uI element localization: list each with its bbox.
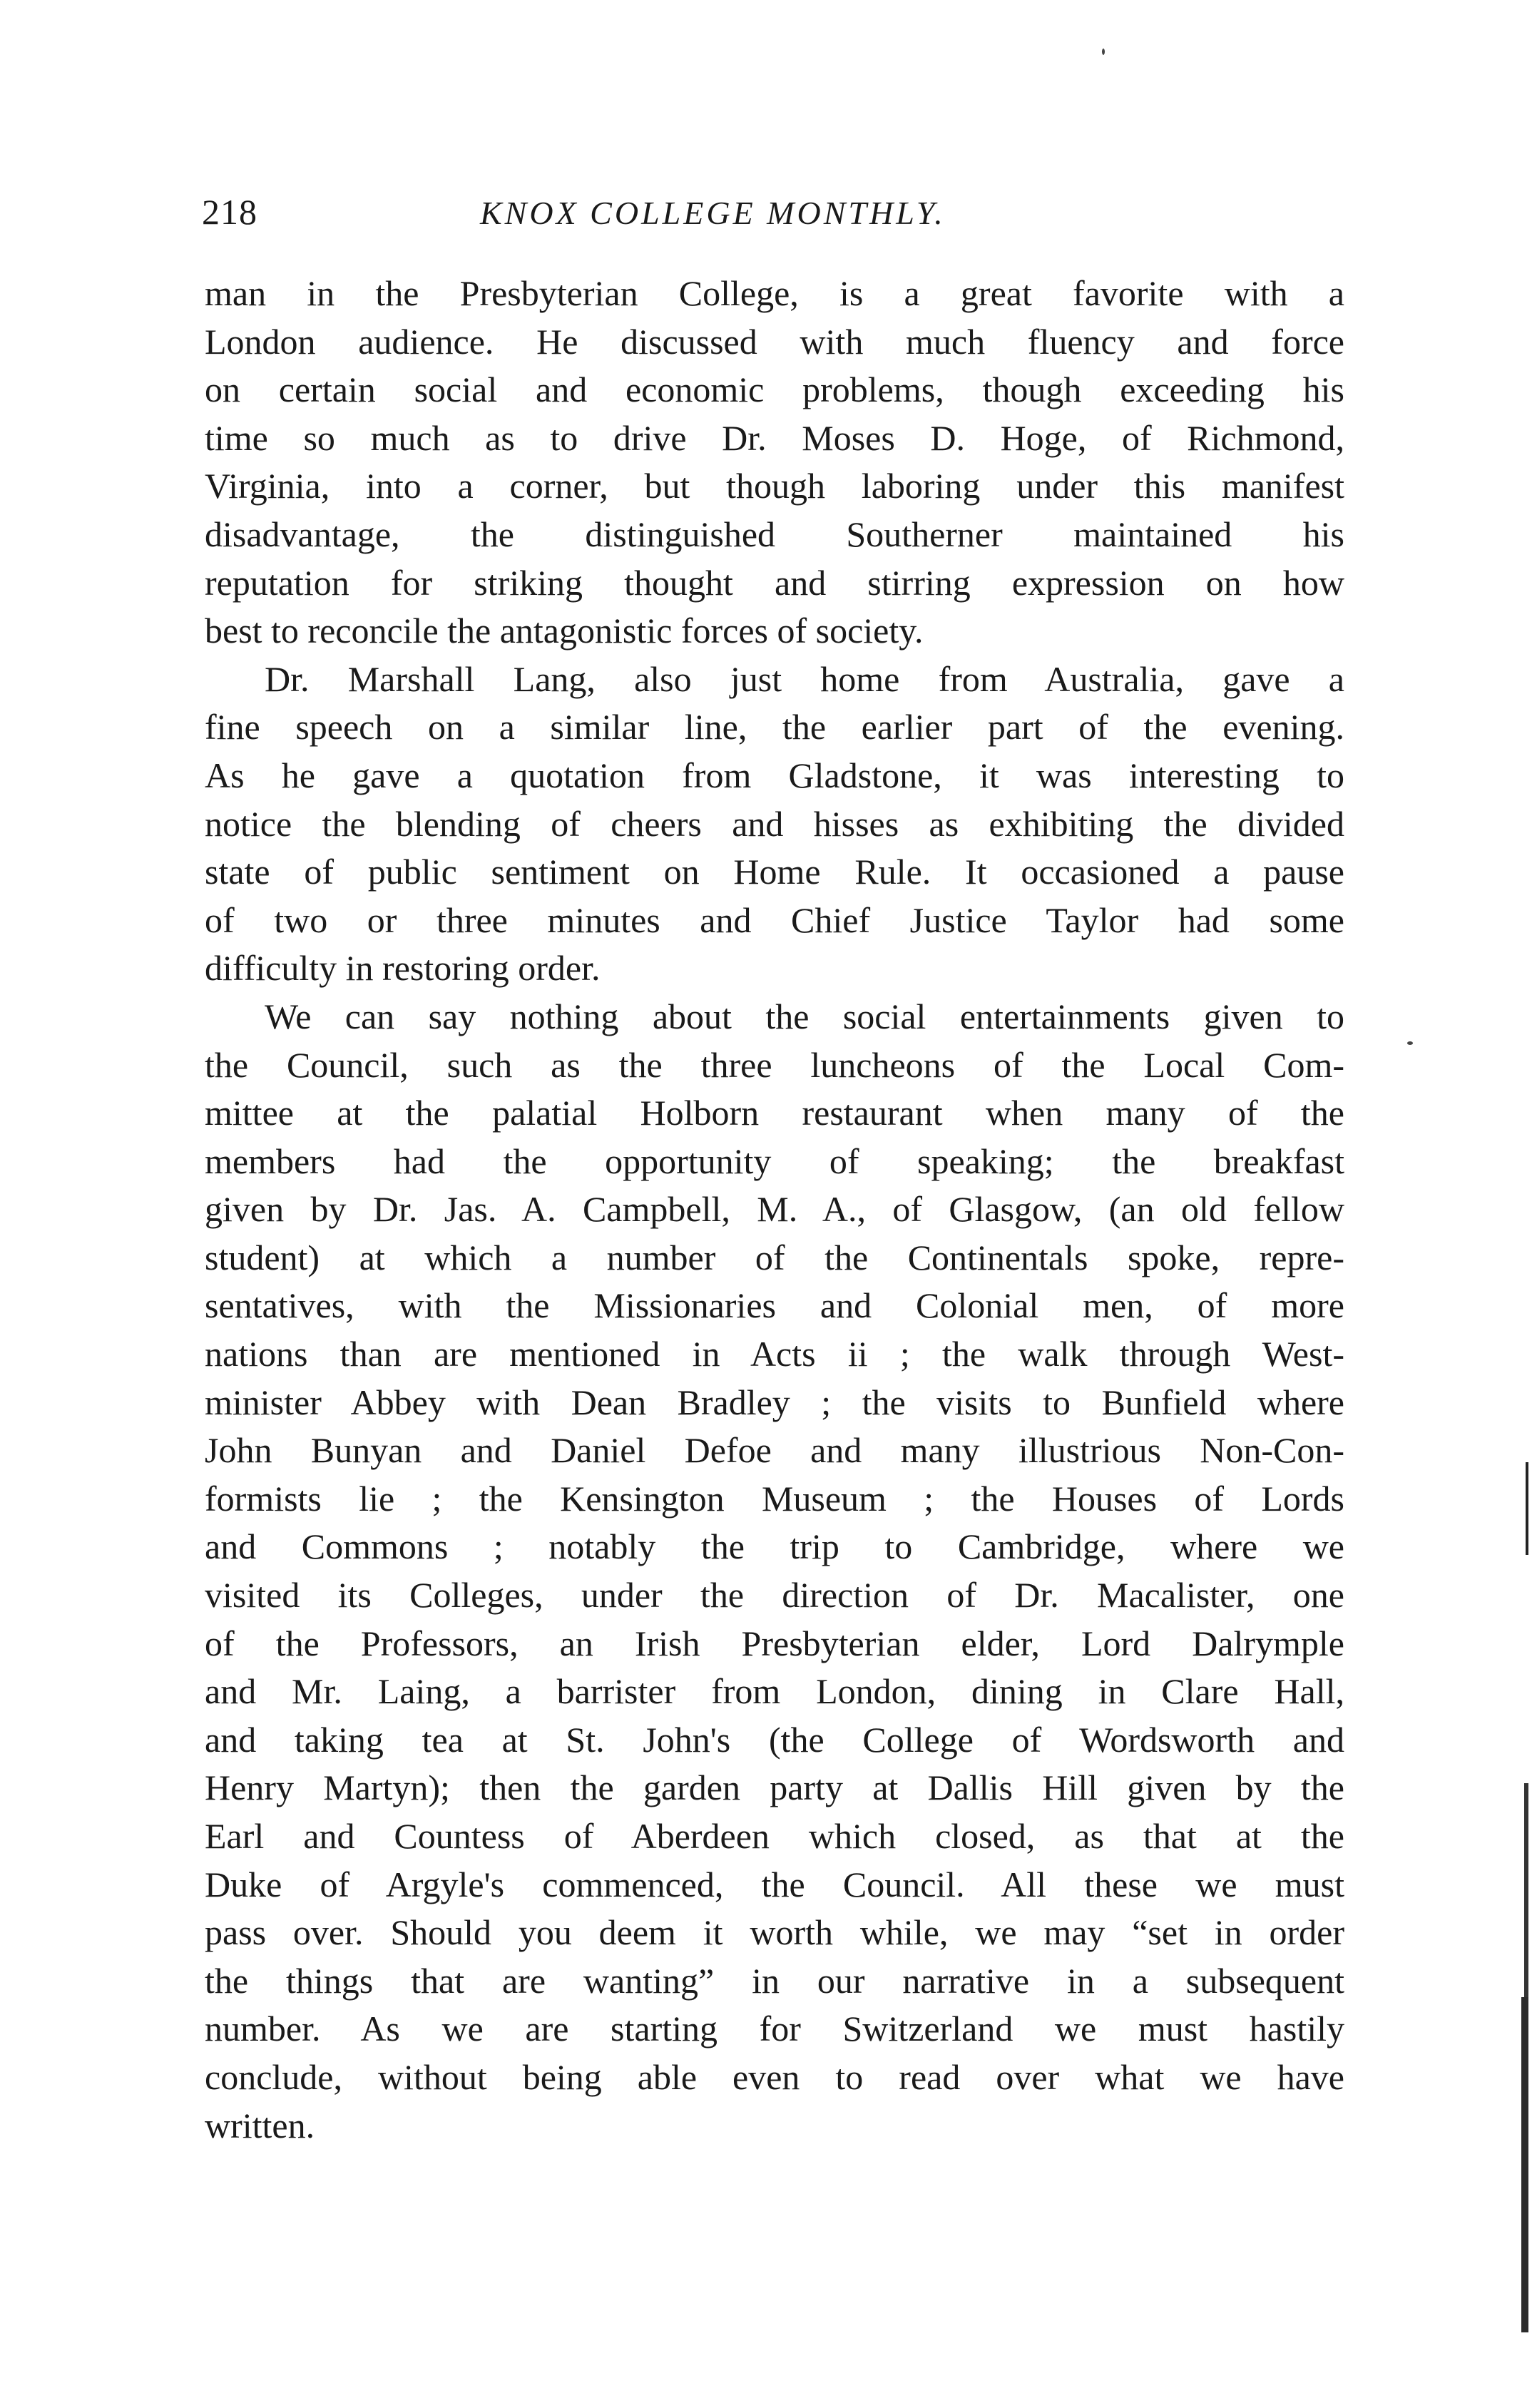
text-line: difficulty in restoring order. [205, 948, 601, 989]
text-line: members had the opportunity of speaking; the breakfast [205, 1141, 1344, 1181]
text-line: written. [205, 2105, 315, 2146]
text-line: minister Abbey with Dean Bradley ; the visits to Bunfield where [205, 1382, 1344, 1422]
text-line: John Bunyan and Daniel Defoe and many illustrious Non-Con- [205, 1430, 1344, 1471]
scan-edge-mark [1526, 1462, 1528, 1555]
text-line: fine speech on a similar line, the earlier part of the evening. [205, 707, 1344, 748]
text-line: student) at which a number of the Continentals spoke, repre- [205, 1237, 1344, 1277]
text-line: visited its Colleges, under the direction of Dr. Macalister, one [205, 1575, 1344, 1616]
text-line: Earl and Countess of Aberdeen which closed, as that at the [205, 1816, 1344, 1856]
text-line: We can say nothing about the social entertainments given to [265, 996, 1344, 1036]
text-line: Dr. Marshall Lang, also just home from Australia, gave a [265, 658, 1344, 699]
text-line: Virginia, into a corner, but though laboring under this manifest [205, 466, 1344, 506]
text-line: given by Dr. Jas. A. Campbell, M. A., of Glasgow, (an old fellow [205, 1189, 1344, 1230]
text-line: and Mr. Laing, a barrister from London, dining in Clare Hall, [205, 1671, 1344, 1712]
text-line: formists lie ; the Kensington Museum ; the Houses of Lords [205, 1478, 1344, 1519]
text-line: London audience. He discussed with much fluency and force [205, 321, 1344, 362]
text-line: reputation for striking thought and stirring expression on how [205, 562, 1344, 603]
text-line: time so much as to drive Dr. Moses D. Hoge, of Richmond, [205, 417, 1344, 458]
text-line: sentatives, with the Missionaries and Colonial men, of more [205, 1285, 1344, 1326]
scan-speck [1407, 1041, 1413, 1045]
paragraph [205, 655, 1344, 993]
text-line: man in the Presbyterian College, is a great favorite with a [205, 273, 1344, 313]
text-line: Henry Martyn); then the garden party at Dallis Hill given by the [205, 1767, 1344, 1808]
text-line: mittee at the palatial Holborn restaurant when many of the [205, 1093, 1344, 1133]
text-line: the things that are wanting” in our narrative in a subsequent [205, 1960, 1344, 2001]
scan-edge-mark [1521, 1997, 1528, 2332]
text-line: Duke of Argyle's commenced, the Council. All these we must [205, 1864, 1344, 1904]
text-line: conclude, without being able even to read over what we have [205, 2056, 1344, 2097]
text-line: notice the blending of cheers and hisses as exhibiting the divided [205, 803, 1344, 844]
body-text [205, 270, 1344, 2150]
text-line: state of public sentiment on Home Rule. It occasioned a pause [205, 852, 1344, 892]
text-line: of the Professors, an Irish Presbyterian elder, Lord Dalrymple [205, 1623, 1344, 1663]
running-head [202, 191, 1343, 241]
page-number: 218 [202, 192, 257, 232]
text-line: the Council, such as the three luncheons of the Local Com- [205, 1044, 1344, 1085]
text-line: and taking tea at St. John's (the College of Wordsworth and [205, 1719, 1344, 1760]
text-line: nations than are mentioned in Acts ii ; the walk through West- [205, 1334, 1344, 1374]
text-line: on certain social and economic problems, though exceeding his [205, 369, 1344, 410]
text-line: best to reconcile the antagonistic forces of society. [205, 611, 924, 651]
text-line: pass over. Should you deem it worth while, we may “set in order [205, 1912, 1344, 1953]
paragraph [205, 993, 1344, 2150]
text-line: As he gave a quotation from Gladstone, it was interesting to [205, 755, 1344, 795]
paragraph [205, 270, 1344, 655]
scan-speck [1102, 49, 1105, 55]
text-line: disadvantage, the distinguished Southerner maintained his [205, 514, 1344, 554]
text-line: of two or three minutes and Chief Justice Taylor had some [205, 899, 1344, 940]
journal-title: KNOX COLLEGE MONTHLY. [480, 195, 946, 231]
text-line: number. As we are starting for Switzerland we must hastily [205, 2009, 1344, 2049]
text-line: and Commons ; notably the trip to Cambridge, where we [205, 1526, 1344, 1567]
